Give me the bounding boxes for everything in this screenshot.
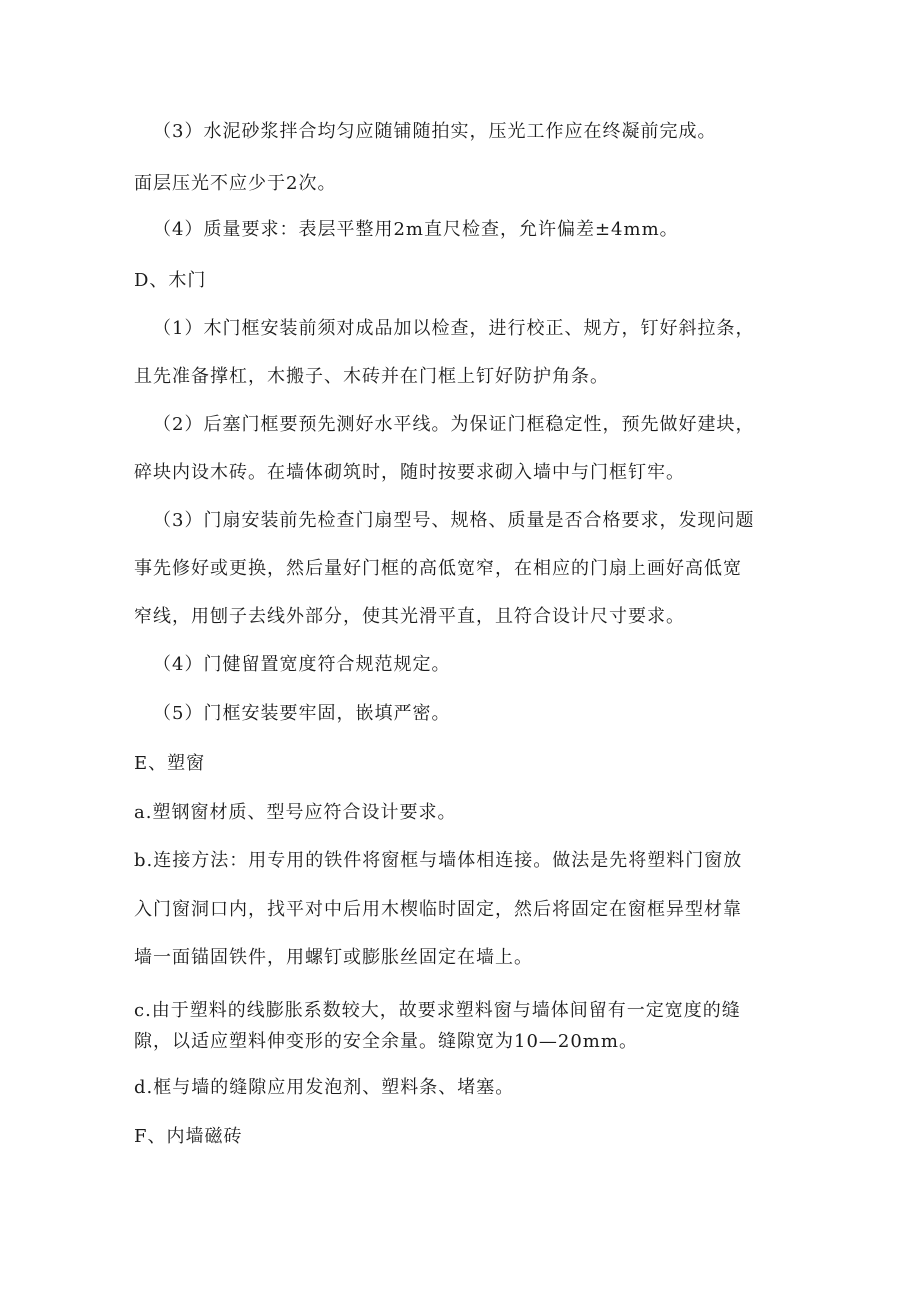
text-line: D、木门 <box>134 270 207 291</box>
text-line: 且先准备撑杠，木搬子、木砖并在门框上钉好防护角条。 <box>134 366 609 387</box>
text-line: （4）质量要求：表层平整用2m直尺检查，允许偏差±4mm。 <box>153 219 679 240</box>
text-line: 面层压光不应少于2次。 <box>134 173 337 194</box>
text-line: 隙，以适应塑料伸变形的安全余量。缝隙宽为10—20mm。 <box>134 1031 638 1052</box>
text-line: b.连接方法：用专用的铁件将窗框与墙体相连接。做法是先将塑料门窗放 <box>134 850 743 871</box>
text-line: E、塑窗 <box>134 753 206 774</box>
text-line: （3）水泥砂浆拌合均匀应随铺随拍实，压光工作应在终凝前完成。 <box>153 121 717 142</box>
text-line: 墙一面锚固铁件，用螺钉或膨胀丝固定在墙上。 <box>134 947 533 968</box>
text-line: 入门窗洞口内，找平对中后用木楔临时固定，然后将固定在窗框异型材靠 <box>134 899 742 920</box>
text-line: （3）门扇安装前先检查门扇型号、规格、质量是否合格要求，发现问题 <box>153 510 755 531</box>
text-line: （4）门健留置宽度符合规范规定。 <box>153 654 451 675</box>
text-line: （1）木门框安装前须对成品加以检查，进行校正、规方，钉好斜拉条， <box>153 318 755 339</box>
text-line: c.由于塑料的线膨胀系数较大，故要求塑料窗与墙体间留有一定宽度的缝 <box>134 1000 741 1021</box>
text-line: （2）后塞门框要预先测好水平线。为保证门框稳定性，预先做好建块， <box>153 414 755 435</box>
text-line: a.塑钢窗材质、型号应符合设计要求。 <box>134 802 457 823</box>
text-line: 碎块内设木砖。在墙体砌筑时，随时按要求砌入墙中与门框钉牢。 <box>134 462 685 483</box>
text-line: d.框与墙的缝隙应用发泡剂、塑料条、堵塞。 <box>134 1077 515 1098</box>
text-line: 窄线，用刨子去线外部分，使其光滑平直，且符合设计尺寸要求。 <box>134 606 685 627</box>
text-line: 事先修好或更换，然后量好门框的高低宽窄，在相应的门扇上画好高低宽 <box>134 558 742 579</box>
text-line: （5）门框安装要牢固，嵌填严密。 <box>153 703 451 724</box>
text-line: F、内墙磁砖 <box>134 1126 243 1147</box>
